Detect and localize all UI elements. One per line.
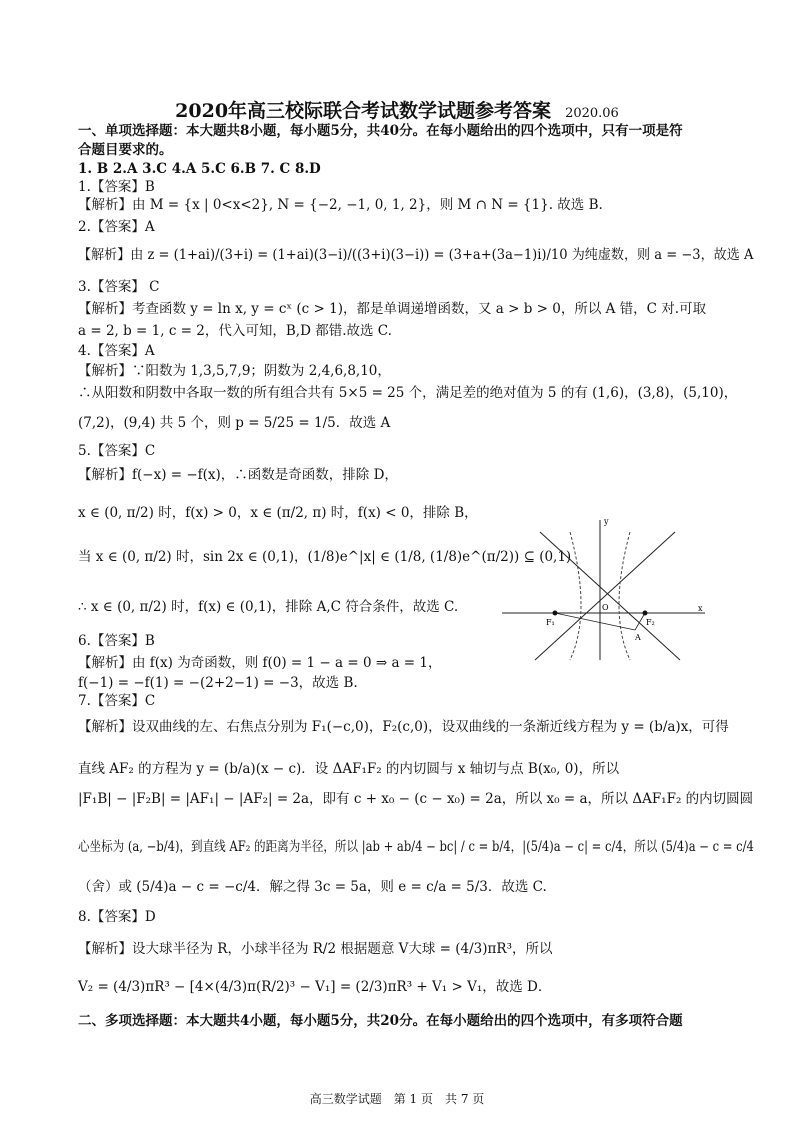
- section-heading-single-choice: 一、单项选择题：本大题共8小题，每小题5分，共40分。在每小题给出的四个选项中，只有一项是符: [78, 123, 683, 139]
- q3-answer: 3.【答案】 C: [78, 279, 160, 295]
- q8-explanation: 【解析】设大球半径为 R，小球半径为 R/2 根据题意 V大球 = (4/3)πR³，所以: [78, 941, 553, 957]
- segment-f1-a: [555, 613, 635, 630]
- q8-answer: 8.【答案】D: [78, 909, 156, 925]
- x-axis-label: x: [698, 604, 703, 613]
- q5-explanation-3: 当 x ∈ (0, π/2) 时，sin 2x ∈ (0,1)，(1/8)e^|x| ∈ (1/8, (1/8)e^(π/2)) ⊆ (0,1): [78, 549, 572, 565]
- q7-explanation-3: |F₁B| − |F₂B| = |AF₁| − |AF₂| = 2a，即有 c + x₀ − (c − x₀) = 2a，所以 x₀ = a，所以 ΔAF₁F₂ 的内切圆圆: [78, 791, 754, 807]
- section-heading-cont: 合题目要求的。: [78, 142, 173, 158]
- q6-explanation: 【解析】由 f(x) 为奇函数，则 f(0) = 1 − a = 0 ⇒ a = 1，: [78, 655, 442, 671]
- q4-answer: 4.【答案】A: [78, 343, 155, 359]
- f2-point: [643, 611, 648, 616]
- q4-explanation-2: ∴从阳数和阴数中各取一数的所有组合共有 5×5 = 25 个，满足差的绝对值为 5 的有 (1,6)，(3,8)，(5,10)，: [78, 385, 738, 401]
- title-text: 2020年高三校际联合考试数学试题参考答案: [175, 100, 552, 122]
- hyperbola-left-branch: [570, 532, 581, 660]
- q7-explanation-4: 心坐标为 (a, −b/4)，到直线 AF₂ 的距离为半径，所以 |ab + ab/4 − bc| / c = b/4，|(5/4)a − c| = c/4，所以 (5/4)a − c = c/4: [78, 839, 754, 855]
- hyperbola-right-branch: [619, 532, 630, 660]
- q5-explanation-2: x ∈ (0, π/2) 时，f(x) > 0，x ∈ (π/2, π) 时，f(x) < 0，排除 B，: [78, 505, 478, 521]
- origin-label: O: [602, 603, 609, 612]
- q7-explanation-2: 直线 AF₂ 的方程为 y = (b/a)(x − c)．设 ΔAF₁F₂ 的内切圆与 x 轴切与点 B(x₀, 0)，所以: [78, 761, 620, 777]
- asymptote-2: [535, 532, 675, 660]
- f2-label: F₂: [646, 618, 655, 627]
- hyperbola-figure: [500, 512, 710, 662]
- q6-explanation-2: f(−1) = −f(1) = −(2+2−1) = −3，故选 B.: [78, 675, 358, 691]
- q5-explanation: 【解析】f(−x) = −f(x)，∴函数是奇函数，排除 D，: [78, 467, 398, 483]
- asymptote-1: [540, 532, 680, 660]
- page-title: [0, 96, 794, 123]
- q5-answer: 5.【答案】C: [78, 443, 156, 459]
- q7-explanation-5: （舍）或 (5/4)a − c = −c/4．解之得 3c = 5a，则 e = c/a = 5/3．故选 C.: [78, 879, 547, 895]
- q1-answer: 1.【答案】B: [78, 179, 155, 195]
- q3-explanation: 【解析】考查函数 y = ln x, y = cˣ (c > 1)，都是单调递增函数，又 a > b > 0，所以 A 错，C 对.可取: [78, 301, 707, 317]
- q8-explanation-2: V₂ = (4/3)πR³ − [4×(4/3)π(R/2)³ − V₁] = (2/3)πR³ + V₁ > V₁，故选 D．: [78, 979, 552, 995]
- segment-f2-a: [635, 613, 645, 630]
- y-axis-label: y: [604, 517, 609, 526]
- q4-explanation: 【解析】∵阳数为 1,3,5,7,9；阴数为 2,4,6,8,10，: [78, 363, 391, 379]
- f1-label: F₁: [546, 618, 555, 627]
- section-heading-multi-choice: 二、多项选择题：本大题共4小题，每小题5分，共20分。在每小题给出的四个选项中，有多项符合题: [78, 1013, 683, 1029]
- q7-answer: 7.【答案】C: [78, 693, 156, 709]
- q5-explanation-4: ∴ x ∈ (0, π/2) 时，f(x) ∈ (0,1)，排除 A,C 符合条件，故选 C.: [78, 599, 459, 615]
- answer-key-row: 1. B 2.A 3.C 4.A 5.C 6.B 7. C 8.D: [78, 161, 321, 177]
- a-label: A: [635, 633, 641, 642]
- q2-answer: 2.【答案】A: [78, 219, 155, 235]
- q2-explanation: 【解析】由 z = (1+ai)/(3+i) = (1+ai)(3−i)/((3+i)(3−i)) = (3+a+(3a−1)i)/10 为纯虚数，则 a = −3，故选 A: [78, 247, 754, 263]
- exam-date: 2020.06: [565, 106, 619, 121]
- q3-explanation-cont: a = 2, b = 1, c = 2，代入可知，B,D 都错.故选 C.: [78, 323, 392, 339]
- page-footer: 高三数学试题 第 1 页 共 7 页: [309, 1092, 485, 1106]
- q4-explanation-3: (7,2)，(9,4) 共 5 个，则 p = 5/25 = 1/5．故选 A: [78, 415, 391, 431]
- q6-answer: 6.【答案】B: [78, 633, 155, 649]
- q7-explanation: 【解析】设双曲线的左、右焦点分别为 F₁(−c,0)，F₂(c,0)，设双曲线的一条渐近线方程为 y = (b/a)x，可得: [78, 719, 729, 735]
- f1-point: [553, 611, 558, 616]
- q1-explanation: 【解析】由 M = {x | 0<x<2}, N = {−2, −1, 0, 1, 2}，则 M ∩ N = {1}. 故选 B.: [78, 197, 603, 213]
